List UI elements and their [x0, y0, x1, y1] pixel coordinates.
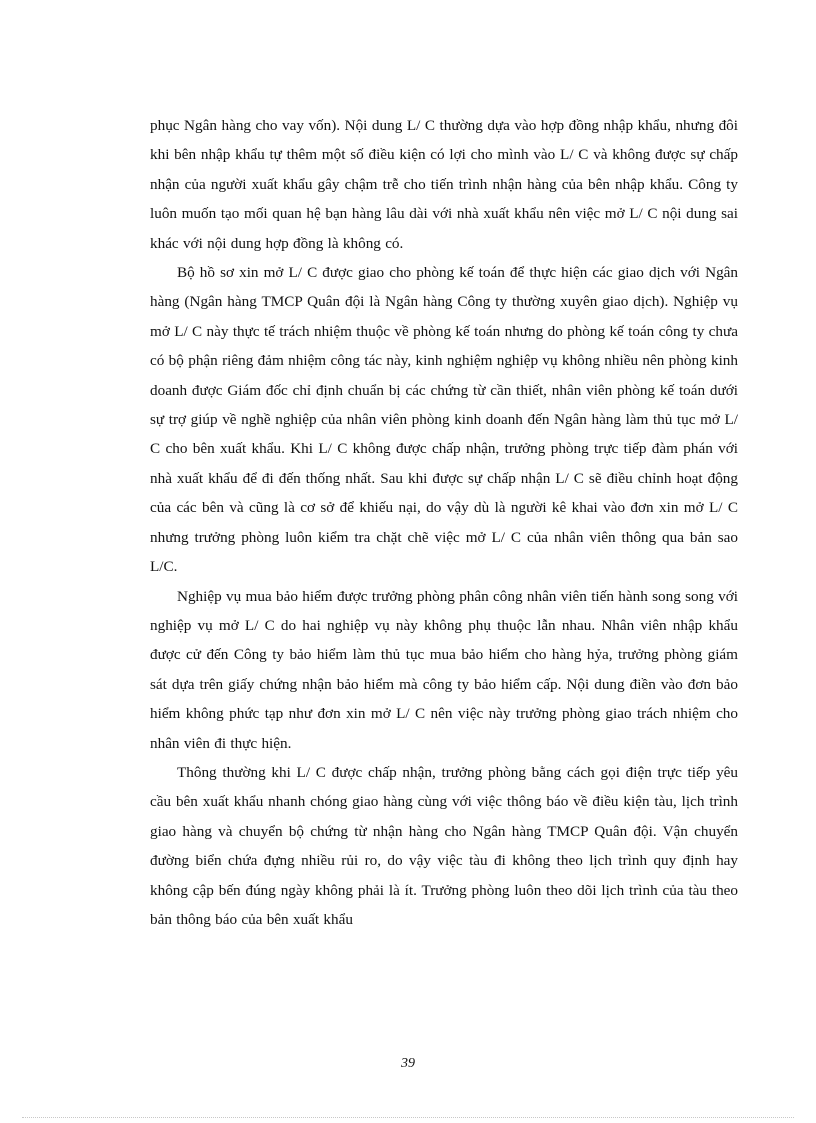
page-number: 39 — [401, 1056, 415, 1071]
paragraph-continuation: phục Ngân hàng cho vay vốn). Nội dung L/ C thường dựa vào hợp đồng nhập khẩu, nhưng đôi khi bên nhập khẩu tự thêm một số điều kiện có lợi cho mình vào L/ C và không được sự chấp nhận của người xuất khẩu gây chậm trễ cho tiến trình nhận hàng của bên nhập khẩu. Công ty luôn muốn tạo mối quan hệ bạn hàng lâu dài với nhà xuất khẩu nên việc mở L/ C nội dung sai khác với nội dung hợp đồng là không có. — [150, 117, 738, 252]
paragraph-shipping: Thông thường khi L/ C được chấp nhận, trưởng phòng bằng cách gọi điện trực tiếp yêu cầu bên xuất khẩu nhanh chóng giao hàng cùng với việc thông báo về điều kiện tàu, lịch trình giao hàng và chuyển bộ chứng từ nhận hàng cho Ngân hàng TMCP Quân đội. Vận chuyển đường biển chứa đựng nhiều rủi ro, do vậy việc tàu đi không theo lịch trình quy định hay không cập bến đúng ngày không phải là ít. Trưởng phòng luôn theo dõi lịch trình của tàu theo bản thông báo của bên xuất khẩu — [150, 763, 738, 928]
paragraph-insurance: Nghiệp vụ mua bảo hiểm được trưởng phòng phân công nhân viên tiến hành song song với nghiệp vụ mở L/ C do hai nghiệp vụ này không phụ thuộc lẫn nhau. Nhân viên nhập khẩu được cử đến Công ty bảo hiểm làm thủ tục mua bảo hiểm cho hàng hỷa, trưởng phòng giám sát dựa trên giấy chứng nhận bảo hiểm mà công ty bảo hiểm cấp. Nội dung điền vào đơn bảo hiểm không phức tạp như đơn xin mở L/ C nên việc này trưởng phòng giao trách nhiệm cho nhân viên đi thực hiện. — [150, 587, 738, 752]
paragraph-lc-application: Bộ hồ sơ xin mở L/ C được giao cho phòng kế toán để thực hiện các giao dịch với Ngân hàng (Ngân hàng TMCP Quân đội là Ngân hàng Công ty thường xuyên giao dịch). Nghiệp vụ mở L/ C này thực tế trách nhiệm thuộc về phòng kế toán nhưng do phòng kế toán công ty chưa có bộ phận riêng đảm nhiệm công tác này, kinh nghiệm nghiệp vụ không nhiều nên phòng kinh doanh được Giám đốc chỉ định chuẩn bị các chứng từ cần thiết, nhân viên phòng kế toán dưới sự trợ giúp về nghề nghiệp của nhân viên phòng kinh doanh đến Ngân hàng làm thủ tục mở L/ C cho bên xuất khẩu. Khi L/ C không được chấp nhận, trưởng phòng trực tiếp đàm phán với nhà xuất khẩu để đi đến thống nhất. Sau khi được sự chấp nhận L/ C sẽ điều chỉnh hoạt động của các bên và cũng là cơ sở để khiếu nại, do vậy dù là người kê khai vào đơn xin mở L/ C nhưng trưởng phòng luôn kiểm tra chặt chẽ việc mở L/ C của nhân viên thông qua bản sao L/C. — [150, 264, 738, 576]
bottom-dotted-rule — [22, 1117, 794, 1118]
body-text — [150, 111, 738, 934]
